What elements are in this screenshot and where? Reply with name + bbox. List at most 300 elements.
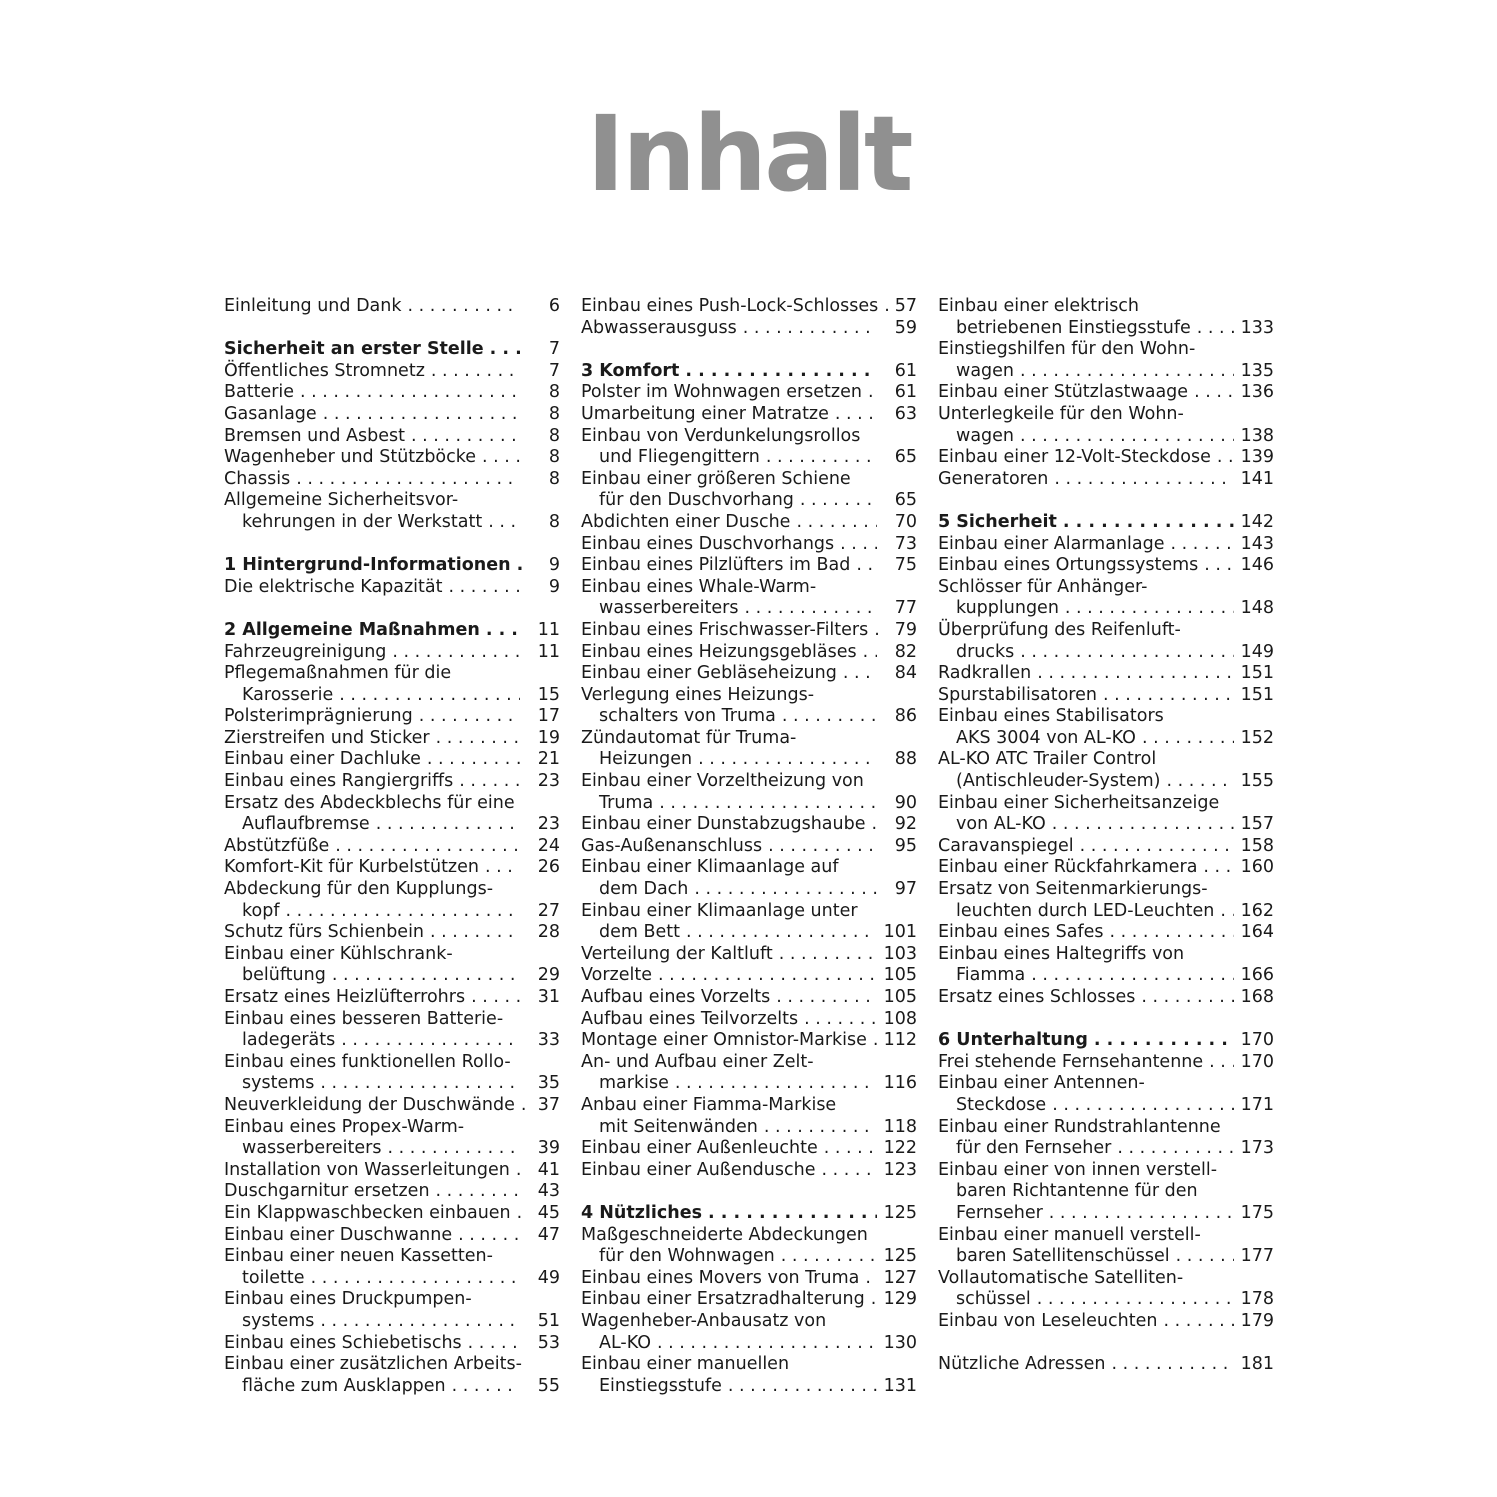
dot-leader [296,469,520,491]
toc-entry-title [581,1203,881,1225]
toc-column-2 [581,296,917,1397]
toc-entry-title [224,706,524,728]
toc-entry-title [224,339,524,361]
toc-entry-title-text: betriebenen Einstiegsstufe [956,317,1191,338]
dot-leader [320,1073,520,1095]
toc-entry-title-line [224,1268,524,1290]
toc-entry-title-line [224,857,524,879]
dot-leader [332,965,520,987]
toc-entry-title-text: Einbau eines Safes [938,922,1104,943]
toc-entry-title [224,663,524,706]
toc-entry-title [938,1052,1238,1074]
dot-leader [1052,814,1234,836]
toc-entry-title-line [224,685,524,707]
dot-leader [320,1311,520,1333]
toc-page-number: 92 [894,814,917,835]
dot-leader [436,728,520,750]
toc-page-number: 8 [548,403,560,424]
toc-entry-title-text: Caravanspiegel [938,835,1074,856]
toc-page-number: 39 [537,1138,560,1159]
toc-entry-title-text: Die elektrische Kapazität [224,576,443,597]
toc-page-number: 51 [537,1310,560,1331]
toc-entry-title-line [224,1073,524,1095]
toc-entry-title-line [224,1333,524,1355]
toc-page-number: 33 [537,1030,560,1051]
toc-entry-title-text: 5 Sicherheit [938,511,1057,532]
toc-entry [938,1160,1274,1225]
toc-entry [938,706,1274,749]
dot-leader [675,1073,877,1095]
toc-entry-title-line [938,901,1238,923]
toc-entry-title [224,944,524,987]
toc-entry [938,836,1274,858]
toc-page-number: 17 [537,706,560,727]
toc-entry-title-line: Einbau von Verdunkelungsrollos [581,425,861,446]
toc-entry [938,296,1274,339]
toc-entry-title-text: Ein Klappwaschbecken einbauen [224,1202,511,1223]
toc-entry-title-text: Einstiegsstufe [599,1375,722,1396]
toc-entry [224,382,560,404]
toc-entry-title-text: Nützliche Adressen [938,1354,1106,1375]
toc-entry-title [224,404,524,426]
toc-page-number: 130 [883,1332,917,1353]
toc-entry [581,1052,917,1095]
toc-entry-title-line [224,965,524,987]
toc-entry-title-line [581,1073,881,1095]
toc-entry-title-line [581,1117,881,1139]
toc-entry [581,555,917,577]
toc-entry-title [938,512,1238,534]
toc-entry-title [581,577,881,620]
toc-entry-title-text: Sicherheit an erster Stelle [224,339,484,360]
dot-leader [779,944,877,966]
toc-entry-title-line [581,1246,881,1268]
toc-page-number: 7 [548,360,560,381]
toc-entry-title-text: Einleitung und Dank [224,296,402,316]
toc-entry-title [581,426,881,469]
toc-page-number: 47 [537,1224,560,1245]
toc-entry-title-line: Einbau einer elektrisch [938,296,1140,316]
toc-entry [581,296,917,318]
toc-entry [938,555,1274,577]
toc-column-3 [938,296,1274,1376]
toc-entry-title-line [581,965,881,987]
toc-entry-title-line [938,1203,1238,1225]
toc-entry-title [581,857,881,900]
dot-leader [392,642,520,664]
toc-entry-title-text: Spurstabilisatoren [938,684,1097,705]
toc-entry-title-text: kupplungen [956,598,1059,619]
toc-entry [224,1354,560,1397]
dot-leader [449,577,521,599]
toc-entry [224,793,560,836]
toc-page-number: 162 [1240,900,1274,921]
toc-entry-title [224,793,524,836]
toc-entry-title-text: Einbau einer Ersatzradhalterung [581,1289,865,1310]
toc-entry-title [581,814,881,836]
toc-entry-title-line [581,598,881,620]
toc-entry-title-line [581,1030,881,1052]
toc-page-number: 181 [1240,1354,1274,1375]
dot-leader [490,339,520,361]
toc-entry-title-line [938,534,1238,556]
toc-page-number: 95 [894,835,917,856]
toc-page-number: 151 [1240,663,1274,684]
toc-entry-title [224,879,524,922]
toc-entry [581,577,917,620]
toc-entry-title-text: Radkrallen [938,663,1032,684]
toc-entry-title-text: Fernseher [956,1202,1043,1223]
toc-entry-title-text: Ersatz eines Schlosses [938,987,1136,1007]
toc-page-number: 53 [537,1332,560,1353]
toc-page-number: 157 [1240,814,1274,835]
toc-entry-title [938,534,1238,556]
toc-entry-title-text: Einbau eines Movers von Truma [581,1267,860,1288]
toc-entry-title-line [581,749,881,771]
toc-page-number: 19 [537,727,560,748]
dot-leader [1020,426,1234,448]
toc-entry-title [938,1311,1238,1333]
toc-page-number: 35 [537,1073,560,1094]
toc-entry-title-line [581,318,881,340]
dot-leader [1163,1311,1234,1333]
dot-leader [1037,663,1234,685]
toc-entry-title [581,1009,881,1031]
toc-entry-title [224,857,524,879]
dot-leader [1031,965,1234,987]
toc-entry-title-line: Einbau eines Haltegriffs von [938,943,1185,964]
toc-entry [224,642,560,664]
toc-page-number: 142 [1240,511,1274,532]
toc-entry-title-line [224,836,524,858]
toc-entry-title-line: Einbau eines Stabilisators [938,706,1164,727]
toc-page-number: 41 [537,1159,560,1180]
toc-entry-title [224,1009,524,1052]
toc-page-number: 70 [894,511,917,532]
toc-page-number: 138 [1240,425,1274,446]
toc-entry-title-line [581,1289,881,1311]
toc-section-heading [938,512,1274,534]
toc-entry [224,706,560,728]
toc-entry-title-text: systems [242,1310,315,1331]
toc-entry-title-text: markise [599,1073,669,1094]
toc-entry-title [581,1095,881,1138]
toc-entry-title-line [224,1030,524,1052]
toc-entry-title [224,426,524,448]
dot-leader [871,1289,879,1311]
toc-entry [224,1225,560,1247]
toc-entry-title-line: Einbau eines funktionellen Rollo- [224,1051,511,1072]
toc-entry-title-text: kopf [242,900,280,921]
toc-entry-title-line [224,728,524,750]
toc-entry-title-text: Einbau einer 12-Volt-Steckdose [938,447,1211,468]
toc-entry [938,469,1274,491]
toc-entry-title-text: Schutz fürs Schienbein [224,922,425,943]
toc-entry-title-line [581,922,881,944]
toc-entry-title-line [581,382,881,404]
toc-entry-title-text: Heizungen [599,749,693,770]
toc-entry-title [224,771,524,793]
toc-entry-title-text: Chassis [224,468,291,489]
toc-page-number: 127 [883,1267,917,1288]
toc-entry [938,404,1274,447]
dot-leader [824,1138,877,1160]
toc-section-heading [938,1030,1274,1052]
toc-entry-title-line: Einbau einer neuen Kassetten- [224,1246,493,1267]
toc-entry [224,857,560,879]
toc-entry-title-line: Abdeckung für den Kupplungs- [224,879,494,900]
dot-leader [800,490,877,512]
toc-entry-title-line [224,749,524,771]
toc-entry [938,944,1274,987]
toc-entry-title-text: Abdichten einer Dusche [581,511,791,532]
dot-leader [1020,642,1234,664]
dot-leader [1141,987,1234,1009]
toc-page-number: 97 [894,879,917,900]
toc-entry-title-line [581,879,881,901]
toc-entry-title-text: Vorzelte [581,965,652,986]
toc-entry-title [224,836,524,858]
toc-entry [581,814,917,836]
toc-entry-title-line [938,1289,1238,1311]
toc-entry-title-line [581,404,881,426]
toc-entry-title [224,361,524,383]
toc-entry-title-line: Vollautomatische Satelliten- [938,1267,1184,1288]
toc-entry-title-text: Einbau von Leseleuchten [938,1310,1158,1331]
toc-entry-title-text: von AL-KO [956,814,1046,835]
toc-entry-title-text: Umarbeitung einer Matratze [581,403,829,424]
toc-entry-title [938,987,1238,1009]
toc-entry-title-line [224,1138,524,1160]
toc-page-number: 11 [537,619,560,640]
toc-entry-title-text: Karosserie [242,684,334,705]
toc-entry-title-line [581,555,881,577]
toc-entry [581,663,917,685]
toc-page-number: 63 [894,403,917,424]
toc-entry-title [581,836,881,858]
toc-entry [224,1009,560,1052]
toc-entry-title-line [581,361,881,383]
toc-page-number: 65 [894,447,917,468]
toc-page-number: 129 [883,1289,917,1310]
toc-entry [938,857,1274,879]
toc-page-number: 7 [548,339,560,360]
toc-entry-title-text: Gas-Außenanschluss [581,835,763,856]
toc-entry-title [224,1246,524,1289]
toc-entry-title-line [581,987,881,1009]
dot-leader [341,1030,520,1052]
toc-entry-title-text: kehrungen in der Werkstatt [242,511,483,532]
toc-entry-title [938,879,1238,922]
dot-leader [516,1160,524,1182]
toc-page-number: 123 [883,1159,917,1180]
dot-leader [872,814,880,836]
toc-entry-title-line [581,814,881,836]
dot-leader [764,1117,877,1139]
toc-page-number: 146 [1240,555,1274,576]
toc-entry-title-line: Einbau einer zusätzlichen Arbeits- [224,1354,522,1375]
toc-entry-title-text: Neuverkleidung der Duschwände [224,1094,515,1115]
toc-entry-title-line [938,512,1238,534]
toc-page-number: 43 [537,1181,560,1202]
toc-entry-title-text: 4 Nützliches [581,1202,703,1223]
toc-entry-title-text: Batterie [224,382,295,403]
toc-entry-title-line [938,965,1238,987]
toc-entry-title-line [224,426,524,448]
toc-entry [581,1268,917,1290]
toc-entry-title-text: AL-KO [599,1332,652,1353]
toc-page-number: 6 [548,296,560,316]
toc-entry-title-line: Einbau eines besseren Batterie- [224,1008,504,1029]
toc-entry-title-line [224,361,524,383]
dot-leader [1176,1246,1234,1268]
toc-entry-title [938,404,1238,447]
toc-entry [224,1246,560,1289]
toc-entry-title-line: Ersatz des Abdeckblechs für eine [224,792,515,813]
toc-entry [224,361,560,383]
toc-entry-title [581,1354,881,1397]
toc-page-number: 179 [1240,1310,1274,1331]
toc-column-1 [224,296,560,1397]
toc-entry-title-line: baren Richtantenne für den [956,1181,1198,1202]
toc-entry [938,1311,1274,1333]
toc-entry-title-line [224,1181,524,1203]
toc-entry-title [938,447,1238,469]
toc-entry-title-text: wagen [956,360,1015,381]
toc-entry [938,685,1274,707]
toc-page-number: 168 [1240,987,1274,1007]
toc-entry-title-line: Einbau eines Propex-Warm- [224,1116,465,1137]
toc-page-number: 55 [537,1375,560,1396]
toc-entry-title [938,1160,1238,1225]
toc-entry-title-text: schalters von Truma [599,706,776,727]
dot-leader [1171,534,1234,556]
toc-entry [938,1073,1274,1116]
toc-entry-title-text: Ersatz eines Heizlüfterrohrs [224,987,466,1007]
toc-entry-title [581,642,881,664]
toc-entry-title-text: und Fliegengittern [599,447,760,468]
toc-entry-title-line [224,339,524,361]
toc-entry-title [224,469,524,491]
toc-entry [224,296,560,318]
toc-entry-title-text: Polster im Wohnwagen ersetzen [581,382,862,403]
toc-entry-title-line: Einbau einer Klimaanlage unter [581,900,858,921]
toc-entry-title-line [224,404,524,426]
toc-entry-title [224,1203,524,1225]
toc-entry-title-line [938,642,1238,664]
toc-entry-title-line [938,555,1238,577]
toc-page-number: 103 [883,943,917,964]
toc-entry-title-line [224,771,524,793]
dot-leader [1037,1289,1234,1311]
dot-leader [471,987,520,1009]
toc-page-number: 125 [883,1202,917,1223]
toc-entry-title [938,1354,1238,1376]
toc-entry-title-line [938,318,1238,340]
toc-entry-title [224,987,524,1009]
toc-entry-title [224,490,524,533]
toc-entry-title-line [224,1225,524,1247]
toc-entry-title-line [938,426,1238,448]
toc-page-number: 82 [894,641,917,662]
toc-entry [938,577,1274,620]
toc-page-number: 28 [537,922,560,943]
toc-entry-title-line [581,1009,881,1031]
toc-entry-title-line [224,512,524,534]
toc-entry-title-line: An- und Aufbau einer Zelt- [581,1051,814,1072]
dot-leader [843,663,877,685]
dot-leader [486,620,520,642]
toc-page-number: 8 [548,382,560,403]
toc-page-number: 9 [548,576,560,597]
dot-leader [685,361,877,383]
toc-page-number: 143 [1240,533,1274,554]
toc-entry-title [581,361,881,383]
dot-leader [776,987,877,1009]
toc-entry-title-text: Öffentliches Stromnetz [224,360,425,381]
toc-entry-title-line: Maßgeschneiderte Abdeckungen [581,1224,868,1245]
toc-entry [224,1181,560,1203]
dot-leader [1020,361,1234,383]
toc-entry-title-text: Einbau eines Frischwasser-Filters [581,619,869,640]
dot-leader [339,685,520,707]
toc-page-number: 73 [894,533,917,554]
dot-leader [728,1376,877,1398]
dot-leader [840,534,877,556]
toc-entry [581,1354,917,1397]
dot-leader [411,426,520,448]
dot-leader [1197,318,1234,340]
toc-entry [581,1138,917,1160]
toc-page-number: 75 [894,555,917,576]
toc-entry [581,901,917,944]
toc-entry [224,490,560,533]
toc-entry-title-line [938,814,1238,836]
toc-entry-title-text: 1 Hintergrund-Informationen [224,555,511,576]
toc-entry [581,318,917,340]
toc-page-number: 57 [894,296,917,316]
toc-page-number: 164 [1240,922,1274,943]
dot-leader [1220,901,1234,923]
toc-entry-title-line [224,555,524,577]
toc-entry-title [581,296,881,318]
toc-entry-title [224,1289,524,1332]
toc-entry-title-text: dem Dach [599,879,689,900]
toc-entry-title-text: Abstützfüße [224,835,330,856]
toc-entry [224,1289,560,1332]
toc-entry-title-text: ladegeräts [242,1030,336,1051]
toc-page-number: 101 [883,922,917,943]
toc-entry [224,771,560,793]
dot-leader [388,1138,521,1160]
dot-leader [835,404,877,426]
dot-leader [1103,685,1234,707]
dot-leader [408,296,521,318]
toc-entry-title [938,296,1238,339]
dot-leader [430,922,520,944]
toc-entry [938,922,1274,944]
toc-page-number: 151 [1240,684,1274,705]
toc-entry-title [581,404,881,426]
toc-page-number: 170 [1240,1051,1274,1072]
dot-leader [686,922,877,944]
toc-entry-title [581,1289,881,1311]
toc-entry-title-line [581,1333,881,1355]
toc-page-number: 141 [1240,468,1274,489]
toc-entry-title-line [224,901,524,923]
toc-entry [938,1117,1274,1160]
toc-page-number: 15 [537,684,560,705]
